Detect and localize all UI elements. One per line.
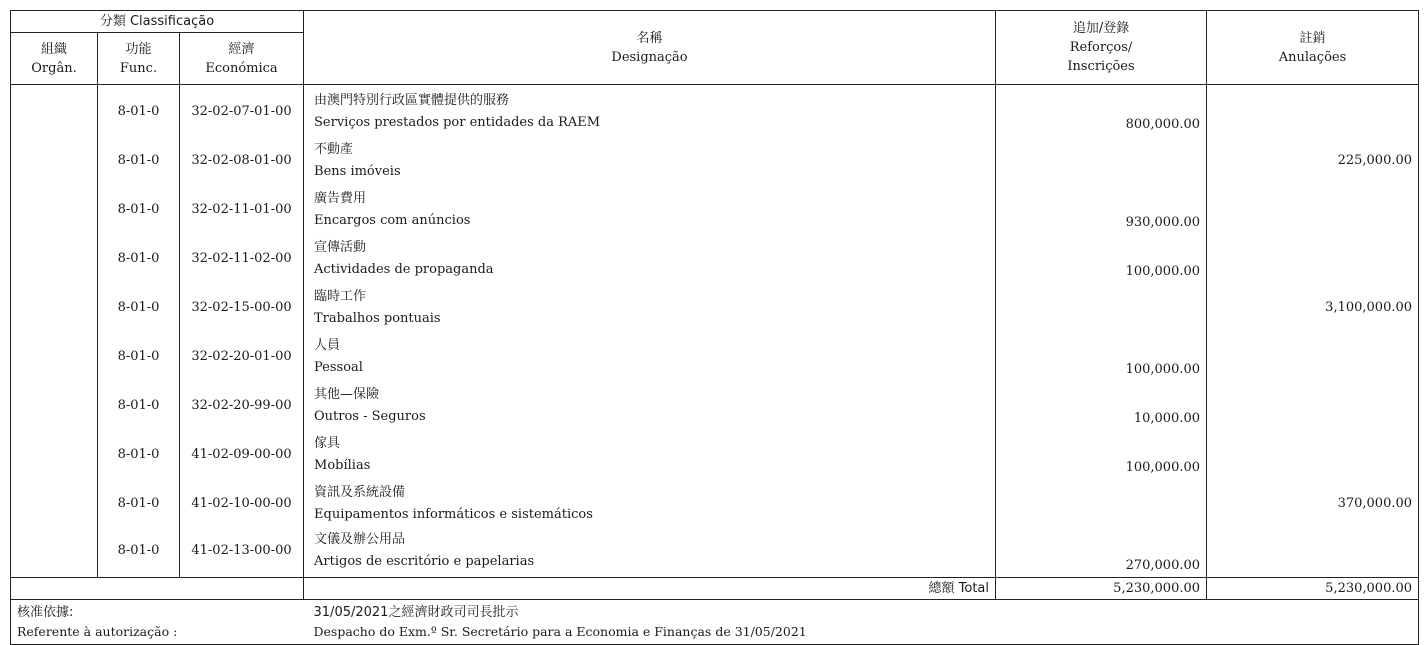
reinforcement-cell [996,479,1207,528]
table-row [11,234,1419,283]
designation-zh: 廣告費用 [314,190,367,206]
econ-cell: 32-02-07-01-00 [180,85,304,137]
econ-cell: 32-02-20-99-00 [180,381,304,430]
cancellation-cell [1207,85,1419,137]
reinforcements-header-pt1: Reforços/ [1069,40,1133,55]
organ-cell [11,85,98,137]
total-row [11,578,1419,600]
func-cell: 8-01-0 [98,381,180,430]
authorization-basis-pt: Referente à autorização : [17,624,178,639]
designation-header-zh: 名稱 [636,30,663,46]
designation-cell [304,430,996,479]
designation-zh: 其他—保險 [314,386,380,402]
designation-zh: 由澳門特別行政區實體提供的服務 [314,92,510,108]
table-row [11,283,1419,332]
authorization-basis [11,600,304,645]
designation-zh: 文儀及辦公用品 [314,531,406,547]
organ-cell [11,185,98,234]
organ-cell [11,479,98,528]
designation-pt: Pessoal [314,359,363,375]
table-row [11,332,1419,381]
cancellation-cell [1207,185,1419,234]
table-row [11,85,1419,137]
reinforcement-cell [996,136,1207,185]
reinforcement-cell: 100,000.00 [996,332,1207,381]
designation-cell [304,332,996,381]
designation-zh: 臨時工作 [314,288,367,304]
organ-cell [11,136,98,185]
classification-header: 分類 Classificação [11,11,304,33]
reinforcements-header-zh: 追加/登錄 [1072,21,1130,36]
designation-cell [304,381,996,430]
econ-cell: 32-02-20-01-00 [180,332,304,381]
table-row [11,185,1419,234]
table-row [11,528,1419,578]
organ-header-pt: Orgân. [31,60,77,76]
total-cancellation: 5,230,000.00 [1207,578,1419,600]
organ-cell [11,430,98,479]
econ-cell: 32-02-11-01-00 [180,185,304,234]
cancellations-header [1207,11,1419,85]
econ-cell: 32-02-11-02-00 [180,234,304,283]
designation-pt: Actividades de propaganda [314,261,494,277]
designation-pt: Artigos de escritório e papelarias [314,553,535,569]
designation-cell [304,283,996,332]
designation-cell [304,85,996,137]
func-cell: 8-01-0 [98,283,180,332]
cancellation-cell [1207,528,1419,578]
reinforcement-cell: 930,000.00 [996,185,1207,234]
func-cell: 8-01-0 [98,185,180,234]
designation-cell [304,479,996,528]
econ-cell: 41-02-13-00-00 [180,528,304,578]
func-cell: 8-01-0 [98,479,180,528]
cancellation-cell [1207,234,1419,283]
organ-header-zh: 組織 [40,41,67,57]
cancellation-cell: 3,100,000.00 [1207,283,1419,332]
func-cell: 8-01-0 [98,332,180,381]
table-row [11,479,1419,528]
organ-cell [11,283,98,332]
budget-rows [11,85,1419,578]
econ-cell: 41-02-09-00-00 [180,430,304,479]
organ-cell [11,332,98,381]
func-cell: 8-01-0 [98,85,180,137]
designation-pt: Equipamentos informáticos e sistemáticos [314,506,593,522]
designation-zh: 資訊及系統設備 [314,484,406,500]
authorization-approval-pt: Despacho do Exm.º Sr. Secretário para a Economia e Finanças de 31/05/2021 [313,624,807,639]
cancellation-cell [1207,381,1419,430]
designation-cell [304,136,996,185]
budget-table [10,10,1419,645]
econ-cell: 32-02-08-01-00 [180,136,304,185]
table-row [11,381,1419,430]
designation-zh: 人員 [314,337,341,353]
func-cell: 8-01-0 [98,136,180,185]
reinforcement-cell: 100,000.00 [996,430,1207,479]
designation-pt: Outros - Seguros [314,408,426,424]
reinforcement-cell: 100,000.00 [996,234,1207,283]
table-row [11,430,1419,479]
designation-pt: Mobílias [314,457,371,473]
authorization-basis-zh: 核准依據: [17,605,74,620]
budget-sheet [10,10,1418,645]
func-cell: 8-01-0 [98,430,180,479]
econ-header-zh: 經濟 [228,41,255,57]
designation-cell [304,185,996,234]
func-cell: 8-01-0 [98,234,180,283]
designation-cell [304,234,996,283]
reinforcements-header [996,11,1207,85]
authorization-row [11,600,1419,645]
designation-zh: 不動產 [314,141,354,157]
designation-pt: Trabalhos pontuais [314,310,441,326]
organ-cell [11,528,98,578]
designation-pt: Encargos com anúncios [314,212,471,228]
cancellation-cell: 370,000.00 [1207,479,1419,528]
organ-cell [11,381,98,430]
table-row [11,136,1419,185]
designation-pt: Bens imóveis [314,163,401,179]
cancellations-header-pt: Anulações [1278,49,1347,65]
designation-zh: 宣傳活動 [314,239,367,255]
func-header-pt: Func. [119,60,158,76]
total-blank [11,578,304,600]
authorization-approval [304,600,1419,645]
reinforcement-cell: 270,000.00 [996,528,1207,578]
total-label: 總額 Total [304,578,996,600]
organ-header [11,33,98,85]
reinforcement-cell [996,283,1207,332]
func-header [98,33,180,85]
econ-header-pt: Económica [205,60,278,76]
authorization-approval-zh: 31/05/2021之經濟財政司司長批示 [313,605,519,620]
designation-zh: 傢具 [314,435,341,451]
reinforcement-cell: 800,000.00 [996,85,1207,137]
econ-cell: 41-02-10-00-00 [180,479,304,528]
cancellation-cell [1207,332,1419,381]
designation-pt: Serviços prestados por entidades da RAEM [314,114,601,130]
cancellations-header-zh: 註銷 [1299,30,1326,46]
econ-header [180,33,304,85]
total-reinforcement: 5,230,000.00 [996,578,1207,600]
organ-cell [11,234,98,283]
designation-cell [304,528,996,578]
reinforcements-header-pt2: Inscrições [1067,59,1135,74]
cancellation-cell [1207,430,1419,479]
designation-header [304,11,996,85]
func-header-zh: 功能 [125,41,152,57]
econ-cell: 32-02-15-00-00 [180,283,304,332]
designation-header-pt: Designação [611,49,688,65]
func-cell: 8-01-0 [98,528,180,578]
reinforcement-cell: 10,000.00 [996,381,1207,430]
cancellation-cell: 225,000.00 [1207,136,1419,185]
